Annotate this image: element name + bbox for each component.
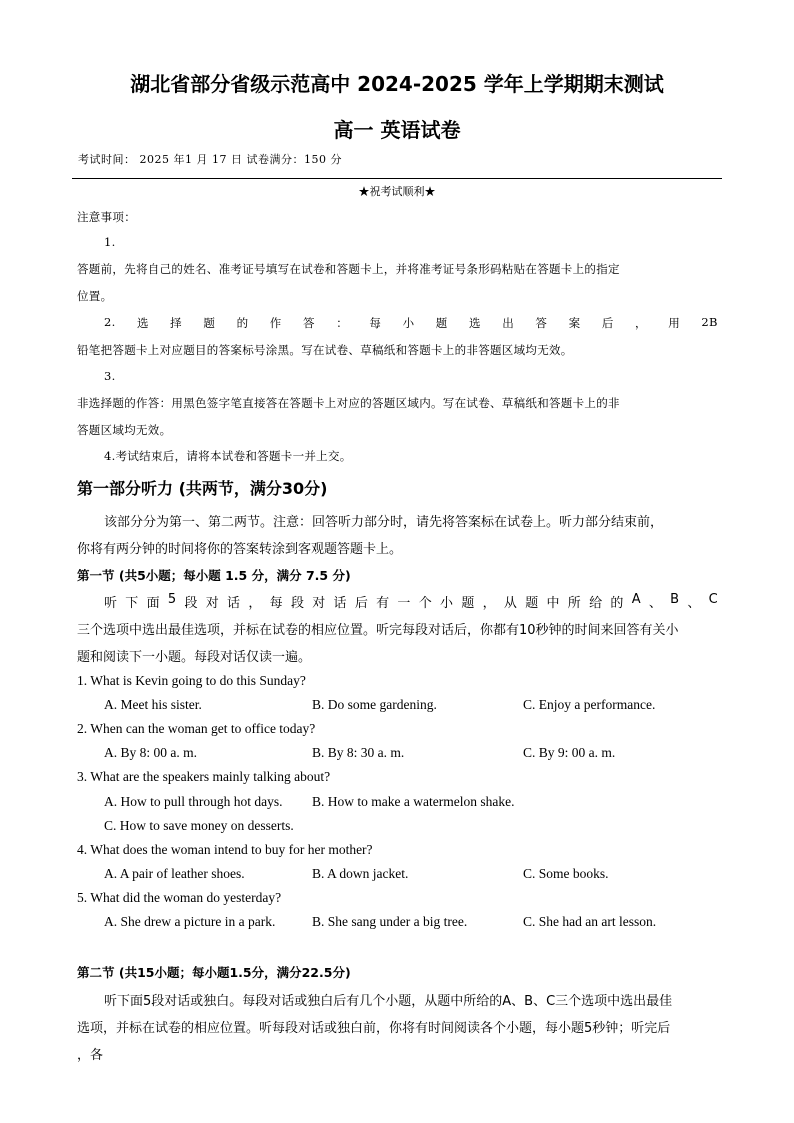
instr-char: 所	[567, 596, 581, 611]
note-4-text: 4.考试结束后，请将本试卷和答题卡一并上交。	[104, 449, 352, 463]
instr-char: C	[708, 592, 718, 607]
note-2-char: ：	[336, 316, 348, 330]
instr-char: B	[670, 592, 680, 607]
q2-option-c: C. By 9: 00 a. m.	[523, 745, 616, 760]
instr-char: 后	[354, 596, 368, 611]
q1-option-a: A. Meet his sister.	[104, 697, 202, 712]
instr-char: 个	[418, 596, 432, 611]
note-2-char: 用	[668, 316, 681, 330]
instr-char: 给	[589, 596, 603, 611]
section1-instruction-line1	[104, 592, 718, 611]
instr-char: 、	[687, 596, 701, 611]
note-2-char: 小	[402, 316, 415, 330]
note-3-number: 3.	[104, 369, 116, 383]
q3-option-c: C. How to save money on desserts.	[104, 818, 294, 833]
instr-char: 听	[104, 596, 118, 611]
instr-char: 话	[333, 596, 347, 611]
q5-option-b: B. She sang under a big tree.	[312, 914, 468, 929]
q2-option-a: A. By 8: 00 a. m.	[104, 745, 197, 760]
note-2-char: 题	[203, 316, 216, 330]
note-3-text: 非选择题的作答：用黑色签字笔直接答在答题卡上对应的答题区域内。写在试卷、草稿纸和答题卡上的非	[77, 396, 620, 410]
note-2-char: 答	[302, 316, 315, 330]
instr-char: 的	[610, 596, 624, 611]
note-2-char: 择	[170, 316, 182, 330]
instr-char: ，	[248, 596, 262, 611]
instr-char: 从	[503, 596, 517, 611]
note-2-char: 作	[269, 316, 282, 330]
instr-char: 中	[546, 596, 560, 611]
instr-char: 对	[205, 596, 219, 611]
section2-heading: 第二节 (共15小题；每小题1.5分，满分22.5分)	[77, 965, 351, 980]
section2-line3: ，各	[77, 1048, 104, 1063]
q4-option-a: A. A pair of leather shoes.	[104, 866, 245, 881]
note-2-char: ，	[635, 316, 647, 330]
instr-char: 5	[167, 592, 177, 607]
note-2-char: 答	[535, 316, 548, 330]
instr-char: 面	[146, 596, 160, 611]
note-2-char: 每	[369, 316, 382, 330]
instr-char: A	[631, 592, 641, 607]
section2-line2: 选项，并标在试卷的相应位置。听每段对话或独白前，你将有时间阅读各个小题，每小题5秒钟；听完后	[77, 1021, 671, 1036]
q5-option-a: A. She drew a picture in a park.	[104, 914, 276, 929]
section1-instruction-line3: 题和阅读下一小题。每段对话仅读一遍。	[77, 650, 312, 665]
instr-char: ，	[482, 596, 496, 611]
q1-option-c: C. Enjoy a performance.	[523, 697, 656, 712]
instr-char: 题	[461, 596, 475, 611]
notes-heading: 注意事项：	[77, 210, 136, 224]
instr-char: 每	[269, 596, 283, 611]
instr-char: 小	[440, 596, 454, 611]
note-2-char: 的	[236, 316, 249, 330]
note-1-number: 1.	[104, 235, 116, 249]
instr-char: 、	[648, 596, 662, 611]
question-2: 2. When can the woman get to office today?	[77, 721, 316, 736]
q1-option-b: B. Do some gardening.	[312, 697, 437, 712]
note-2-char: 题	[435, 316, 448, 330]
question-4: 4. What does the woman intend to buy for her mother?	[77, 842, 373, 857]
note-3-text-cont: 答题区域均无效。	[77, 423, 172, 437]
note-2-char: 2.	[104, 315, 116, 329]
note-1-text: 答题前，先将自己的姓名、准考证号填写在试卷和答题卡上，并将准考证号条形码粘贴在答题卡上的指定	[77, 262, 620, 276]
good-luck-line: ★祝考试顺利★	[358, 185, 436, 198]
instr-char: 有	[376, 596, 390, 611]
note-2-char: 案	[568, 316, 581, 330]
question-1: 1. What is Kevin going to do this Sunday?	[77, 673, 306, 688]
exam-meta: 考试时间： 2025 年1 月 17 日 试卷满分：150 分	[78, 153, 342, 166]
instr-char: 段	[290, 596, 304, 611]
section1-instruction-line2: 三个选项中选出最佳选项，并标在试卷的相应位置。听完每段对话后，你都有10秒钟的时间来回答有关小	[77, 623, 679, 638]
note-2-line	[104, 315, 718, 331]
q3-option-a: A. How to pull through hot days.	[104, 794, 283, 809]
instr-char: 一	[397, 596, 411, 611]
exam-subtitle: 高一 英语试卷	[333, 118, 461, 142]
instr-char: 下	[125, 596, 139, 611]
q3-option-b: B. How to make a watermelon shake.	[312, 794, 515, 809]
exam-title: 湖北省部分省级示范高中 2024-2025 学年上学期期末测试	[130, 72, 664, 96]
instr-char: 题	[525, 596, 539, 611]
part1-intro-line2: 你将有两分钟的时间将你的答案转涂到客观题答题卡上。	[77, 542, 403, 557]
question-3: 3. What are the speakers mainly talking about?	[77, 769, 331, 784]
note-2-char: 2B	[701, 315, 718, 329]
note-2-char: 出	[502, 316, 515, 330]
note-2-char: 选	[469, 316, 481, 330]
section1-heading: 第一节 (共5小题；每小题 1.5 分，满分 7.5 分)	[77, 568, 351, 583]
section2-line1: 听下面5段对话或独白。每段对话或独白后有几个小题，从题中所给的A、B、C三个选项中选出最佳	[104, 994, 673, 1009]
question-5: 5. What did the woman do yesterday?	[77, 890, 282, 905]
q4-option-c: C. Some books.	[523, 866, 609, 881]
part1-intro-line1: 该部分分为第一、第二两节。注意：回答听力部分时，请先将答案标在试卷上。听力部分结束前，	[104, 515, 664, 530]
q4-option-b: B. A down jacket.	[312, 866, 409, 881]
instr-char: 话	[227, 596, 241, 611]
q2-option-b: B. By 8: 30 a. m.	[312, 745, 405, 760]
note-2-char: 后	[601, 316, 614, 330]
note-2-text-cont: 铅笔把答题卡上对应题目的答案标号涂黑。写在试卷、草稿纸和答题卡上的非答题区域均无效。	[77, 343, 573, 357]
q5-option-c: C. She had an art lesson.	[523, 914, 657, 929]
part1-heading: 第一部分听力 (共两节，满分30分)	[77, 479, 328, 498]
instr-char: 段	[184, 596, 198, 611]
note-2-char: 选	[136, 316, 149, 330]
note-1-text-cont: 位置。	[77, 289, 113, 303]
instr-char: 对	[312, 596, 326, 611]
header-divider	[72, 178, 722, 179]
